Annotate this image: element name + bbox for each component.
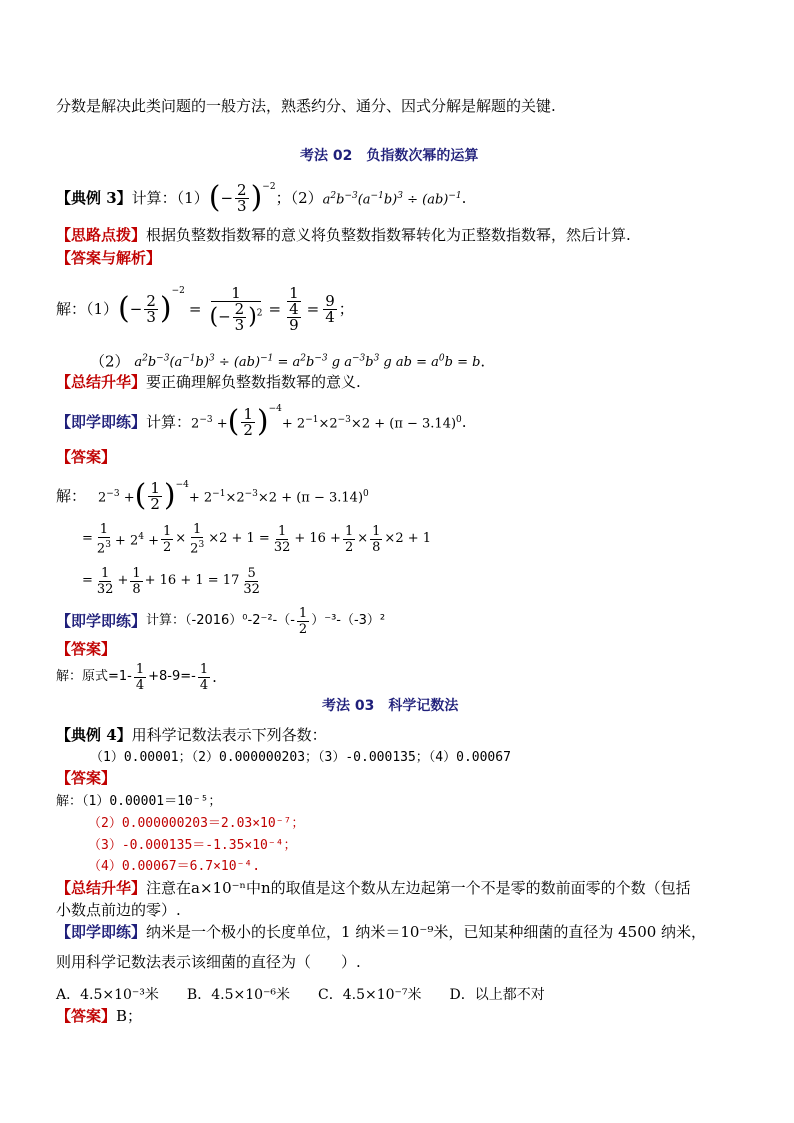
- practice-2: 【即学即练】 计算：（-2016）⁰-2⁻²-（- 1 2 ）⁻³-（-3）²: [56, 605, 386, 637]
- example-4-values: （1）0.00001；（2）0.000000203；（3）-0.000135；（4）0.00067: [90, 750, 511, 765]
- answer-tag-2: 【答案】: [56, 640, 117, 658]
- summary-3-line-2: 小数点前边的零）.: [56, 901, 181, 919]
- practice-2-end: ）⁻³-（-3）²: [311, 613, 386, 628]
- summary-text: 要正确理解负整数指数幂的意义.: [146, 373, 361, 391]
- summary-3-line-1: [56, 879, 691, 897]
- practice-text: 计算：: [146, 413, 192, 431]
- answer-2-mid: +8-9=-: [148, 669, 196, 684]
- example-tag: 【典例 3】: [56, 189, 132, 207]
- answer-2-text: 解：原式=1-: [56, 669, 132, 684]
- answer-3-text: B；: [116, 1007, 143, 1025]
- practice-3-text-1: 纳米是一个极小的长度单位，1 纳米＝10⁻⁹米，已知某种细菌的直径为 4500 纳米，: [146, 923, 707, 941]
- example-text: 计算：（1）: [131, 189, 209, 207]
- solution-line-4: （4）0.00067＝6.7×10⁻⁴.: [88, 859, 261, 874]
- example-4: [56, 726, 327, 744]
- practice-3-line-1: [56, 923, 706, 941]
- answer-1-line-2: = $\frac{1}{2^3}$ + $2^4$ + $\frac{1}{2}$ × $\frac{1}{2^3}$ ×2 + 1 = $\frac{1}{32}$ + 16 + $\frac{1}{2}$ × $\frac{1}{8}$ ×2 + 1: [82, 521, 432, 557]
- hint-text: 根据负整数指数幂的意义将负整数指数幂转化为正整数指数幂，然后计算.: [146, 226, 631, 244]
- answer-3-line: [56, 1007, 142, 1025]
- solution-line-1: 解：（1）0.00001＝10⁻⁵；: [56, 794, 222, 809]
- example-4-tag: 【典例 4】: [56, 726, 132, 744]
- hint-tag: 【思路点拨】: [56, 226, 147, 244]
- summary-3-text-1: 注意在a×10⁻ⁿ中n的取值是这个数从左边起第一个不是零的数前面零的个数（包括: [146, 879, 691, 897]
- practice-3-line-2: 则用科学记数法表示该细菌的直径为（ ）.: [56, 953, 361, 971]
- summary-line: [56, 373, 361, 391]
- example-3: 【典例 3】 计算：（1） ( − $\frac{2}{3}$ ) $^{-2}$ ；（2） $a^2b^{-3}(a^{-1}b)^3 \div (ab)^{-1}$ .: [56, 180, 467, 215]
- answer-tag-1: 【答案】: [56, 448, 117, 466]
- answer-analysis-tag: 【答案与解析】: [56, 249, 162, 267]
- summary-3-tag: 【总结升华】: [56, 879, 147, 897]
- practice-1: 【即学即练】 计算： $2^{-3}$ + ( 1 2 ) $^{-4}$ + $2^{-1}\times 2^{-3}\times 2 + (\pi - 3.14)^0$ .: [56, 404, 467, 439]
- hint-line: [56, 226, 631, 244]
- solution-2: （2） $a^2b^{-3}(a^{-1}b)^3 \div (ab)^{-1} = a^2b^{-3}$ g $a^{-3}b^3$ g ab = $a^0b = b$.: [90, 352, 486, 371]
- answer-3-tag: 【答案】: [56, 1007, 117, 1025]
- practice-2-text: 计算：（-2016）⁰-2⁻²-（-: [146, 613, 295, 628]
- solution-1: 解：（1） ( − $\frac{2}{3}$ ) $^{-2}$ = 1 (− $\frac{2}{3}$ )$^2$ = $\frac{1}{\frac{4}{9}}$ = $\frac{9}{4}$ ；: [56, 283, 354, 334]
- answer-1-line-3: = $\frac{1}{32}$ + $\frac{1}{8}$ + 16 + 1 = 17 5 32: [82, 565, 260, 597]
- answer-prefix: 解：: [56, 487, 87, 505]
- example-part2: ；（2）: [275, 189, 323, 207]
- solution-line-3: （3）-0.000135＝-1.35×10⁻⁴；: [88, 838, 297, 853]
- practice-tag: 【即学即练】: [56, 413, 147, 431]
- answer-analysis-tag-3: 【答案】: [56, 769, 117, 787]
- example-4-text: 用科学记数法表示下列各数：: [131, 726, 327, 744]
- answer-2-line: 解：原式=1- 1 4 +8-9=- 1 4 .: [56, 661, 217, 693]
- solution-prefix: 解：（1）: [56, 300, 119, 318]
- section-heading-scientific-notation: 考法 03 科学记数法: [322, 698, 459, 714]
- solution-2-prefix: （2）: [90, 352, 130, 371]
- summary-tag: 【总结升华】: [56, 373, 147, 391]
- answer-options: A．4.5×10⁻³米 B．4.5×10⁻⁶米 C．4.5×10⁻⁷米 D．以上都不对: [56, 987, 545, 1003]
- section-heading-negative-exponents: 考法 02 负指数次幂的运算: [300, 148, 479, 164]
- practice-2-tag: 【即学即练】: [56, 612, 147, 630]
- answer-1-line-1: 解： $2^{-3}$ + ( 1 2 ) $^{-4}$ + $2^{-1}\times 2^{-3}\times 2 + (\pi - 3.14)^0$: [56, 478, 369, 513]
- intro-line: 分数是解决此类问题的一般方法，熟悉约分、通分、因式分解是解题的关键.: [56, 97, 556, 115]
- practice-3-tag: 【即学即练】: [56, 923, 147, 941]
- solution-line-2: （2）0.000000203＝2.03×10⁻⁷；: [88, 816, 305, 831]
